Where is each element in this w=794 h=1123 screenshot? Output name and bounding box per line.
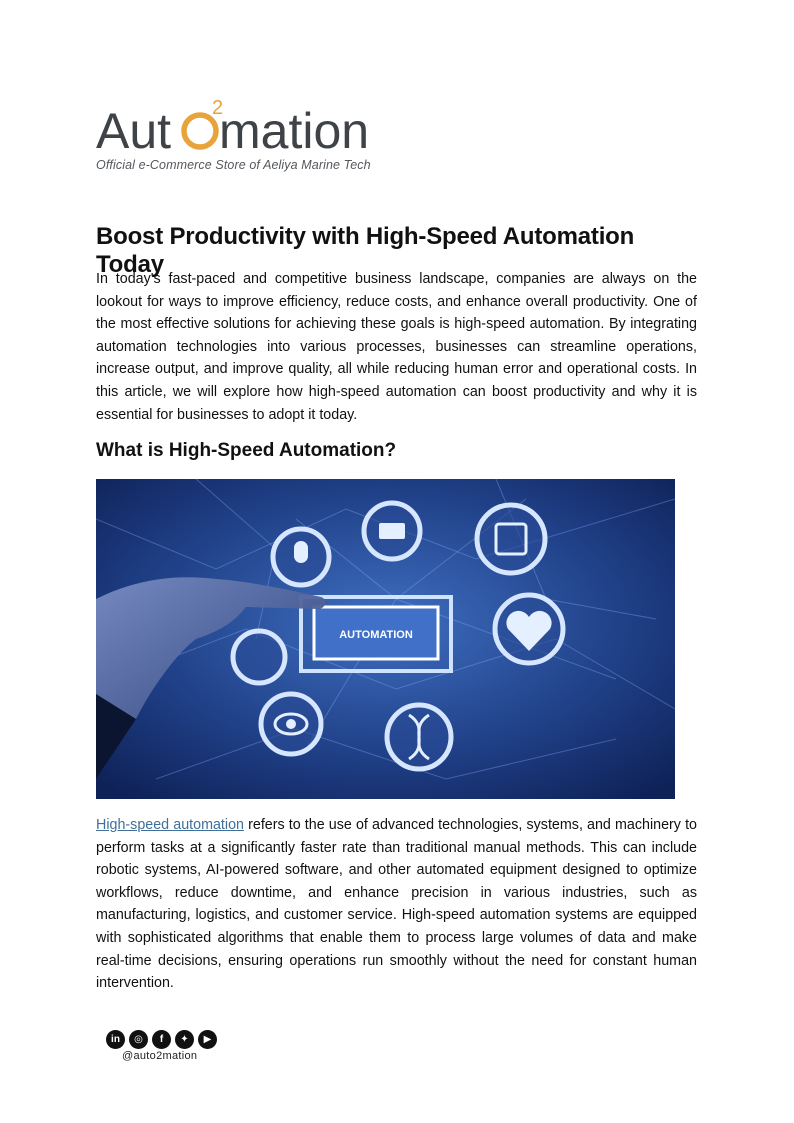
linkedin-icon[interactable]: in	[106, 1030, 125, 1049]
screen-label: AUTOMATION	[339, 629, 413, 641]
social-handle: @auto2mation	[122, 1050, 198, 1062]
automation-hero-image	[96, 479, 675, 799]
logo-wordmark	[96, 96, 416, 158]
youtube-icon[interactable]: ▶	[198, 1030, 217, 1049]
twitter-icon[interactable]: ✦	[175, 1030, 194, 1049]
brain-icon	[233, 631, 285, 683]
article-title: Boost Productivity with High-Speed Automation Today	[96, 223, 635, 278]
definition-text: refers to the use of advanced technologies, systems, and machinery to perform tasks at a significantly faster rate than traditional manual methods. This can include robotic systems, AI-powered software, and other automated equipment designed to optimize workflows, reduce downtime, and enhance precision in various industries, such as manufacturing, logistics, and customer service. High-speed automation systems are equipped with sophisticated algorithms that enable them to process large volumes of data and make real-time decisions, ensuring operations run smoothly without the need for constant human intervention.	[96, 817, 697, 992]
svg-text:mation: mation	[219, 103, 370, 158]
high-speed-automation-link[interactable]: High-speed automation	[96, 817, 244, 833]
social-links	[106, 1030, 217, 1049]
intro-paragraph: In today's fast-paced and competitive business landscape, companies are always on the lookout for ways to improve efficiency, reduce costs, and enhance overall productivity. One of the most effective solutions for achieving these goals is high-speed automation. By integrating automation technologies into various processes, businesses can streamline operations, increase output, and improve quality, all while reducing human error and operational costs. In this article, we will explore how high-speed automation can boost productivity and why it is essential for businesses to adopt it today.	[96, 271, 697, 423]
facebook-icon[interactable]: f	[152, 1030, 171, 1049]
logo-tagline: Official e-Commerce Store of Aeliya Marine Tech	[96, 158, 371, 172]
section-heading: What is High-Speed Automation?	[96, 440, 397, 461]
logo-o-ring	[184, 115, 216, 147]
definition-paragraph	[96, 814, 697, 995]
svg-text:Aut: Aut	[96, 103, 172, 158]
chip-icon	[477, 505, 545, 573]
instagram-icon[interactable]: ◎	[129, 1030, 148, 1049]
logo-superscript: 2	[212, 97, 224, 119]
